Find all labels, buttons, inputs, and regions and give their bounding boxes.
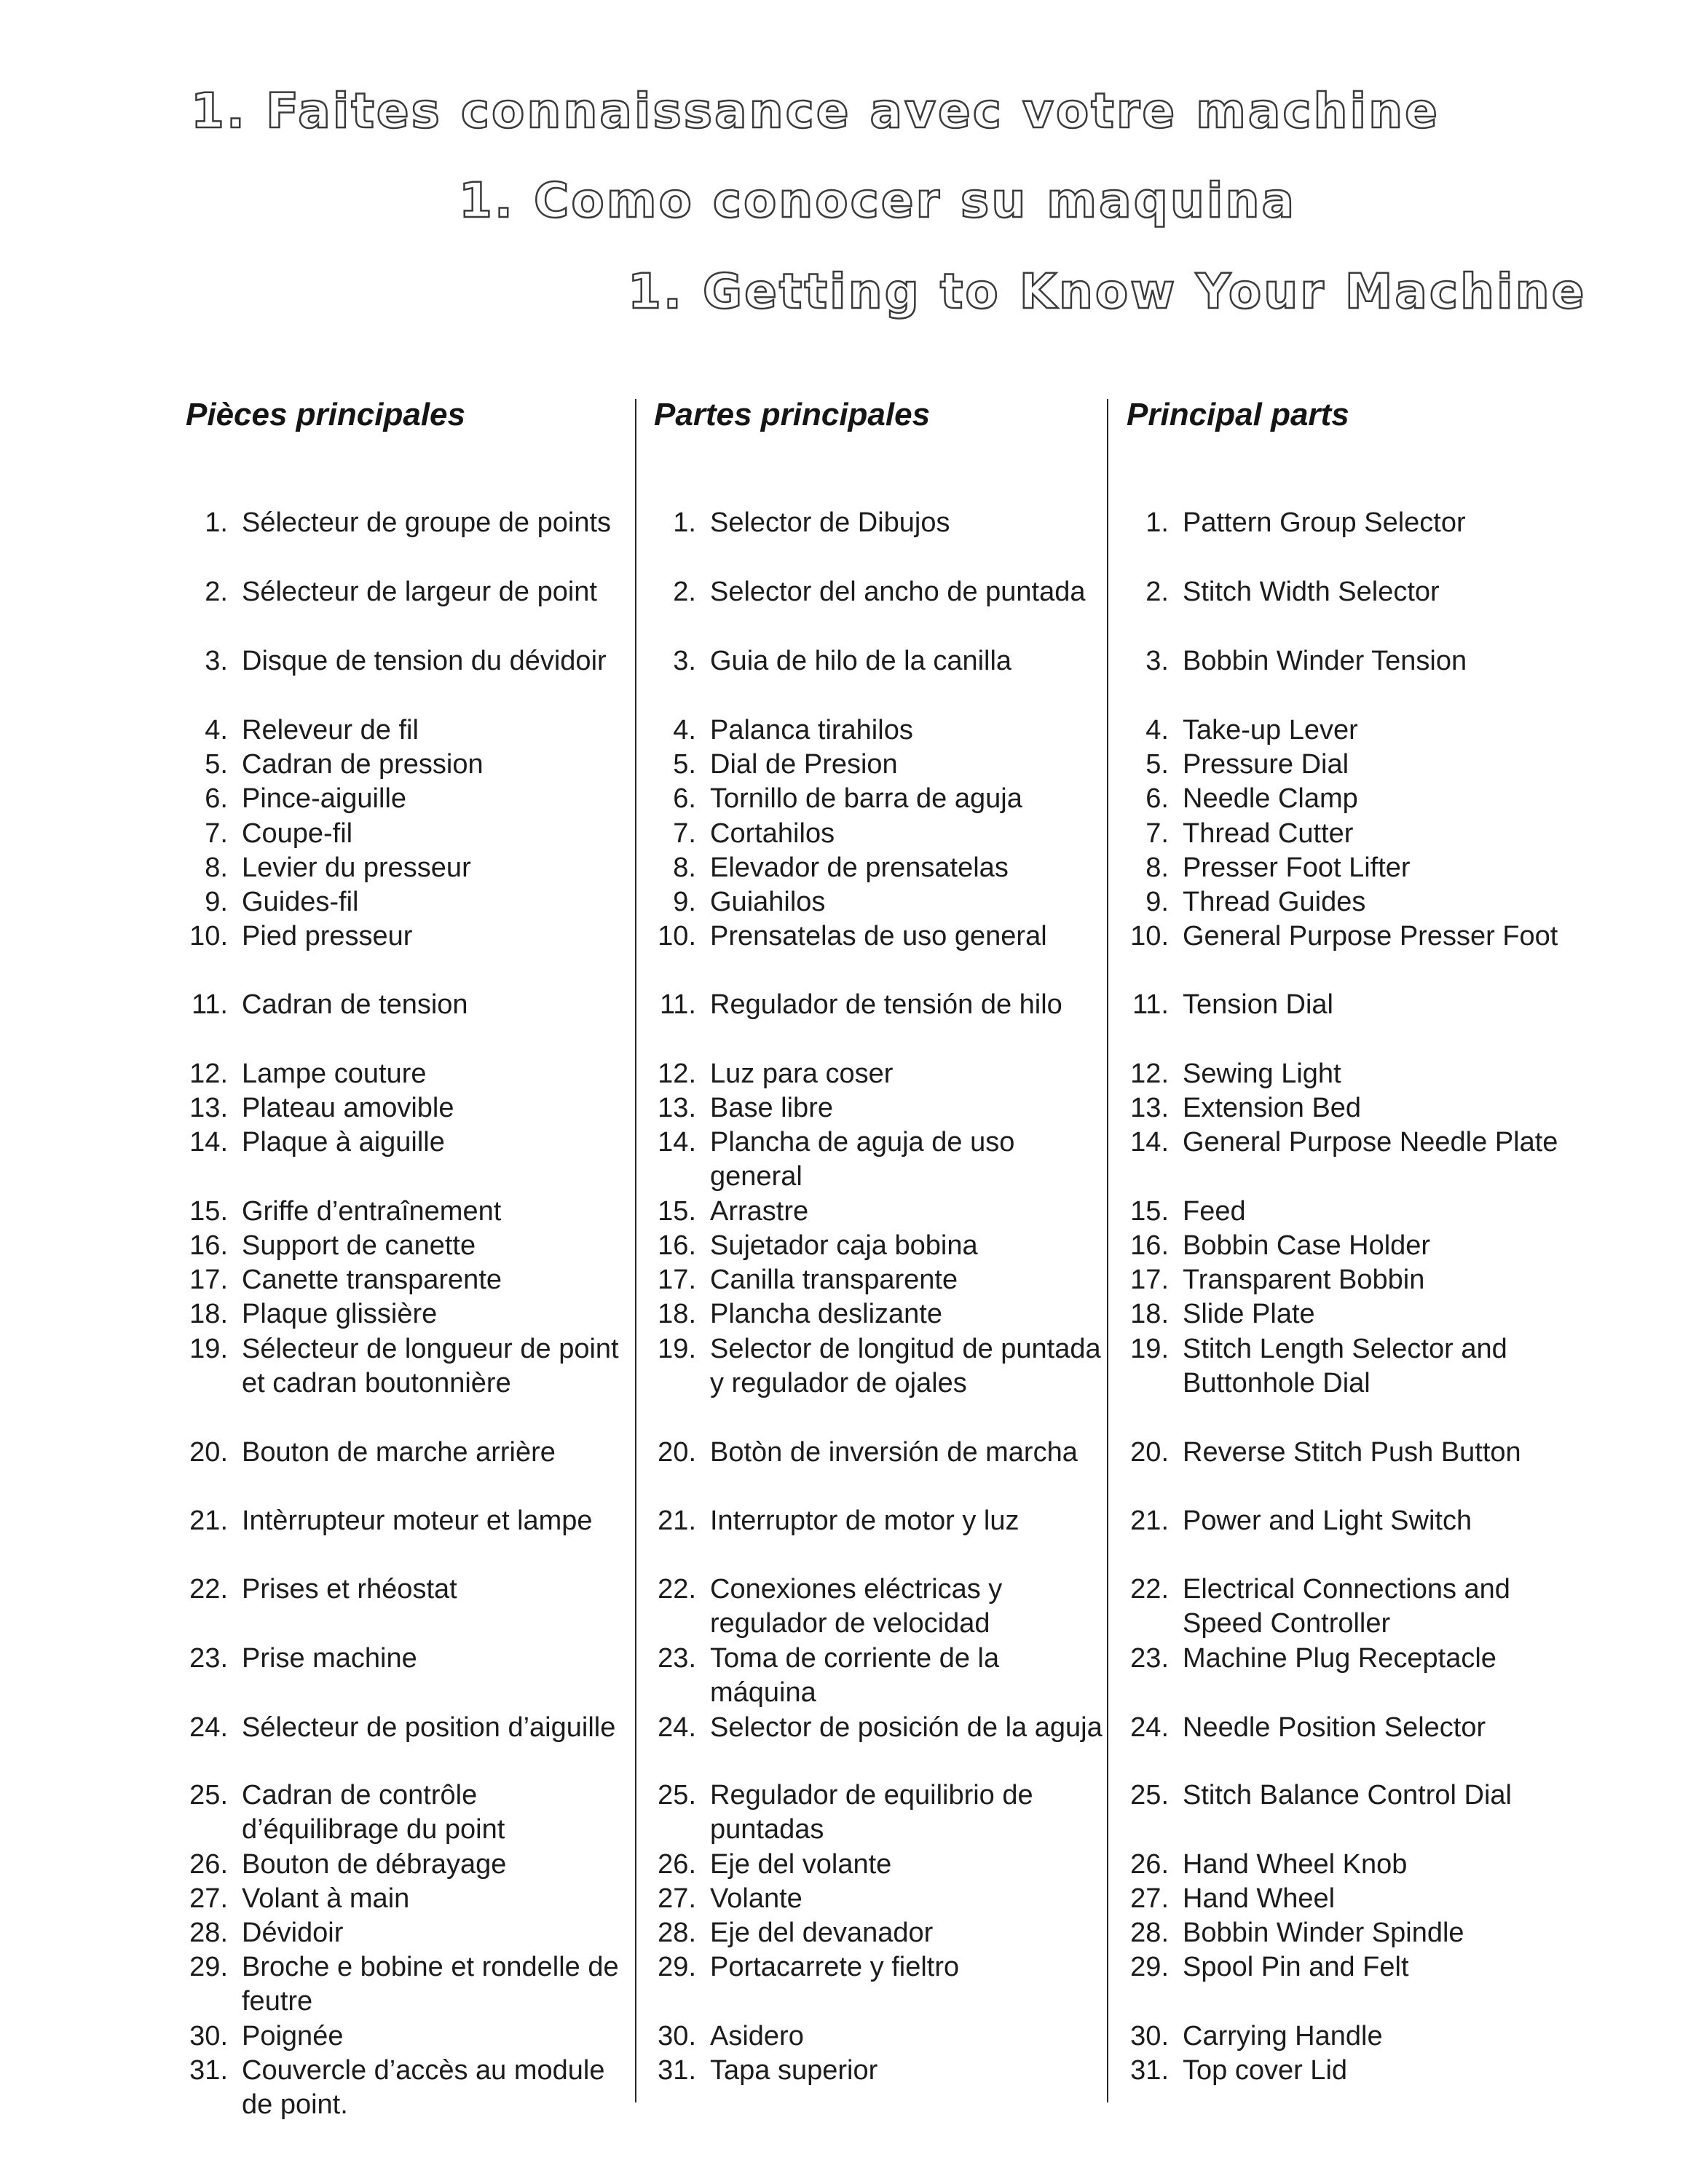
- item-number: 23.: [1130, 1643, 1169, 1674]
- item-number: 27.: [658, 1883, 696, 1914]
- item-label: Plancha de aguja de uso general: [710, 1127, 1015, 1192]
- item-number: 8.: [1145, 852, 1169, 883]
- item-label: Volant à main: [242, 1883, 410, 1914]
- item-label: Levier du presseur: [242, 852, 471, 883]
- item-label: Support de canette: [242, 1230, 476, 1261]
- item-label: Sélecteur de longueur de point et cadran boutonnière: [242, 1334, 619, 1398]
- item-label: Botòn de inversión de marcha: [710, 1437, 1078, 1468]
- item-label: Coupe-fil: [242, 818, 353, 849]
- column-divider: [1107, 399, 1108, 2102]
- item-label: Thread Cutter: [1183, 818, 1354, 849]
- item-label: Extension Bed: [1183, 1093, 1362, 1123]
- item-label: Thread Guides: [1183, 887, 1366, 917]
- item-label: Bobbin Winder Spindle: [1183, 1918, 1464, 1948]
- item-number: 23.: [189, 1643, 228, 1674]
- item-label: Couvercle d’accès au module de point.: [242, 2055, 605, 2120]
- item-label: Bobbin Case Holder: [1183, 1230, 1431, 1261]
- item-number: 5.: [205, 749, 228, 780]
- item-label: Cadran de tension: [242, 989, 468, 1020]
- item-label: Guiahilos: [710, 887, 826, 917]
- column-french: [186, 397, 652, 2120]
- item-number: 27.: [1130, 1883, 1169, 1914]
- item-label: Eje del devanador: [710, 1918, 934, 1948]
- title-french: 1. Faites connaissance avec votre machine: [191, 83, 1440, 139]
- item-label: Stitch Width Selector: [1183, 577, 1440, 607]
- item-label: Presser Foot Lifter: [1183, 852, 1411, 883]
- item-label: Luz para coser: [710, 1059, 894, 1089]
- item-number: 18.: [658, 1299, 696, 1329]
- item-label: Carrying Handle: [1183, 2021, 1383, 2052]
- item-label: Conexiones eléctricas y regulador de velocidad: [710, 1574, 1003, 1639]
- item-label: Dévidoir: [242, 1918, 344, 1948]
- item-number: 16.: [189, 1230, 228, 1261]
- item-number: 26.: [189, 1849, 228, 1880]
- item-number: 14.: [1130, 1127, 1169, 1158]
- item-number: 31.: [658, 2055, 696, 2086]
- item-number: 22.: [189, 1574, 228, 1605]
- item-label: Bouton de débrayage: [242, 1849, 507, 1880]
- item-number: 10.: [658, 921, 696, 951]
- item-number: 30.: [658, 2021, 696, 2052]
- item-label: Sewing Light: [1183, 1059, 1341, 1089]
- item-label: Regulador de equilibrio de puntadas: [710, 1780, 1033, 1845]
- item-label: Guia de hilo de la canilla: [710, 646, 1012, 676]
- item-label: Hand Wheel Knob: [1183, 1849, 1408, 1880]
- item-label: Reverse Stitch Push Button: [1183, 1437, 1521, 1468]
- item-number: 10.: [1130, 921, 1169, 951]
- item-number: 20.: [1130, 1437, 1169, 1468]
- item-number: 22.: [658, 1574, 696, 1605]
- item-number: 17.: [189, 1265, 228, 1295]
- item-label: Take-up Lever: [1183, 715, 1358, 745]
- item-label: Machine Plug Receptacle: [1183, 1643, 1496, 1674]
- item-number: 26.: [1130, 1849, 1169, 1880]
- item-label: Tornillo de barra de aguja: [710, 783, 1022, 814]
- item-label: Plaque glissière: [242, 1299, 438, 1329]
- item-label: Sélecteur de largeur de point: [242, 577, 597, 607]
- item-label: General Purpose Needle Plate: [1183, 1127, 1558, 1158]
- item-label: Cortahilos: [710, 818, 835, 849]
- item-number: 30.: [189, 2021, 228, 2052]
- item-number: 16.: [1130, 1230, 1169, 1261]
- item-label: Selector de Dibujos: [710, 507, 950, 538]
- item-number: 1.: [205, 507, 228, 538]
- item-label: Guides-fil: [242, 887, 359, 917]
- item-number: 27.: [189, 1883, 228, 1914]
- item-label: Base libre: [710, 1093, 833, 1123]
- item-number: 29.: [658, 1952, 696, 1982]
- item-label: Asidero: [710, 2021, 804, 2052]
- item-number: 18.: [189, 1299, 228, 1329]
- item-number: 7.: [1145, 818, 1169, 849]
- item-label: Hand Wheel: [1183, 1883, 1336, 1914]
- item-number: 11.: [1132, 989, 1169, 1020]
- item-number: 12.: [658, 1059, 696, 1089]
- item-number: 3.: [673, 646, 696, 676]
- item-number: 3.: [205, 646, 228, 676]
- item-label: Selector del ancho de puntada: [710, 577, 1086, 607]
- item-number: 19.: [189, 1334, 228, 1364]
- item-number: 5.: [1145, 749, 1169, 780]
- item-number: 28.: [658, 1918, 696, 1948]
- item-number: 7.: [205, 818, 228, 849]
- item-label: Feed: [1183, 1196, 1246, 1227]
- item-label: Releveur de fil: [242, 715, 419, 745]
- item-number: 7.: [673, 818, 696, 849]
- item-label: Pattern Group Selector: [1183, 507, 1466, 538]
- column-english: [1127, 397, 1593, 2086]
- item-label: Intèrrupteur moteur et lampe: [242, 1506, 593, 1536]
- item-number: 24.: [658, 1712, 696, 1743]
- item-label: Dial de Presion: [710, 749, 898, 780]
- item-label: Bobbin Winder Tension: [1183, 646, 1467, 676]
- item-number: 4.: [673, 715, 696, 745]
- item-number: 24.: [1130, 1712, 1169, 1743]
- item-number: 29.: [1130, 1952, 1169, 1982]
- item-label: Pressure Dial: [1183, 749, 1349, 780]
- column-spanish: [654, 397, 1120, 2086]
- item-label: General Purpose Presser Foot: [1183, 921, 1558, 951]
- item-label: Interruptor de motor y luz: [710, 1506, 1019, 1536]
- item-number: 13.: [658, 1093, 696, 1123]
- item-label: Pied presseur: [242, 921, 413, 951]
- item-label: Needle Position Selector: [1183, 1712, 1486, 1743]
- item-label: Broche e bobine et rondelle de feutre: [242, 1952, 619, 2017]
- item-label: Plateau amovible: [242, 1093, 454, 1123]
- item-label: Spool Pin and Felt: [1183, 1952, 1409, 1982]
- item-number: 21.: [189, 1506, 228, 1536]
- item-number: 8.: [205, 852, 228, 883]
- item-number: 2.: [673, 577, 696, 607]
- title-spanish: 1. Como conocer su maquina: [459, 173, 1296, 229]
- column-heading: Pièces principales: [186, 397, 465, 432]
- item-label: Tension Dial: [1183, 989, 1333, 1020]
- item-label: Prise machine: [242, 1643, 417, 1674]
- item-label: Pince-aiguille: [242, 783, 407, 814]
- item-label: Portacarrete y fieltro: [710, 1952, 960, 1982]
- item-number: 15.: [189, 1196, 228, 1227]
- item-number: 25.: [189, 1780, 228, 1811]
- item-label: Lampe couture: [242, 1059, 427, 1089]
- item-label: Selector de posición de la aguja: [710, 1712, 1103, 1743]
- item-number: 10.: [189, 921, 228, 951]
- item-number: 23.: [658, 1643, 696, 1674]
- item-label: Elevador de prensatelas: [710, 852, 1009, 883]
- item-number: 15.: [1130, 1196, 1169, 1227]
- item-number: 6.: [205, 783, 228, 814]
- item-label: Plaque à aiguille: [242, 1127, 445, 1158]
- item-number: 15.: [658, 1196, 696, 1227]
- item-label: Stitch Balance Control Dial: [1183, 1780, 1512, 1811]
- item-number: 25.: [1130, 1780, 1169, 1811]
- item-label: Power and Light Switch: [1183, 1506, 1472, 1536]
- item-number: 24.: [189, 1712, 228, 1743]
- item-number: 17.: [1130, 1265, 1169, 1295]
- item-number: 31.: [1130, 2055, 1169, 2086]
- item-label: Cadran de contrôle d’équilibrage du point: [242, 1780, 505, 1845]
- item-number: 28.: [189, 1918, 228, 1948]
- item-number: 19.: [1130, 1334, 1169, 1364]
- item-number: 9.: [673, 887, 696, 917]
- item-label: Canilla transparente: [710, 1265, 958, 1295]
- item-number: 2.: [1145, 577, 1169, 607]
- item-label: Canette transparente: [242, 1265, 502, 1295]
- column-heading: Principal parts: [1127, 397, 1349, 432]
- item-number: 30.: [1130, 2021, 1169, 2052]
- item-label: Toma de corriente de la máquina: [710, 1643, 1000, 1708]
- item-number: 12.: [189, 1059, 228, 1089]
- item-number: 26.: [658, 1849, 696, 1880]
- item-label: Selector de longitud de puntada y regulador de ojales: [710, 1334, 1101, 1398]
- item-number: 16.: [658, 1230, 696, 1261]
- item-label: Sélecteur de groupe de points: [242, 507, 612, 538]
- item-label: Stitch Length Selector and Buttonhole Dial: [1183, 1334, 1507, 1398]
- item-label: Sélecteur de position d’aiguille: [242, 1712, 616, 1743]
- item-number: 18.: [1130, 1299, 1169, 1329]
- item-label: Prises et rhéostat: [242, 1574, 457, 1605]
- item-number: 25.: [658, 1780, 696, 1811]
- item-number: 20.: [658, 1437, 696, 1468]
- item-label: Slide Plate: [1183, 1299, 1315, 1329]
- item-number: 2.: [205, 577, 228, 607]
- item-number: 31.: [189, 2055, 228, 2086]
- item-number: 11.: [191, 989, 228, 1020]
- item-label: Needle Clamp: [1183, 783, 1358, 814]
- item-label: Arrastre: [710, 1196, 809, 1227]
- item-number: 14.: [658, 1127, 696, 1158]
- item-number: 22.: [1130, 1574, 1169, 1605]
- item-label: Top cover Lid: [1183, 2055, 1348, 2086]
- item-number: 12.: [1130, 1059, 1169, 1089]
- item-number: 3.: [1145, 646, 1169, 676]
- item-number: 1.: [1145, 507, 1169, 538]
- column-heading: Partes principales: [654, 397, 931, 432]
- item-number: 8.: [673, 852, 696, 883]
- item-label: Plancha deslizante: [710, 1299, 942, 1329]
- item-label: Poignée: [242, 2021, 344, 2052]
- item-number: 20.: [189, 1437, 228, 1468]
- item-number: 17.: [658, 1265, 696, 1295]
- item-label: Tapa superior: [710, 2055, 878, 2086]
- item-number: 29.: [189, 1952, 228, 1982]
- item-label: Regulador de tensión de hilo: [710, 989, 1062, 1020]
- item-number: 9.: [205, 887, 228, 917]
- item-number: 21.: [658, 1506, 696, 1536]
- item-number: 6.: [673, 783, 696, 814]
- item-label: Cadran de pression: [242, 749, 484, 780]
- item-number: 21.: [1130, 1506, 1169, 1536]
- item-number: 19.: [658, 1334, 696, 1364]
- item-number: 28.: [1130, 1918, 1169, 1948]
- item-label: Bouton de marche arrière: [242, 1437, 556, 1468]
- item-label: Griffe d’entraînement: [242, 1196, 502, 1227]
- item-number: 14.: [189, 1127, 228, 1158]
- item-number: 5.: [673, 749, 696, 780]
- item-number: 9.: [1145, 887, 1169, 917]
- item-label: Sujetador caja bobina: [710, 1230, 978, 1261]
- item-label: Volante: [710, 1883, 802, 1914]
- item-number: 1.: [673, 507, 696, 538]
- item-label: Electrical Connections and Speed Controller: [1183, 1574, 1510, 1639]
- item-number: 6.: [1145, 783, 1169, 814]
- item-number: 11.: [659, 989, 696, 1020]
- item-label: Prensatelas de uso general: [710, 921, 1047, 951]
- item-label: Transparent Bobbin: [1183, 1265, 1425, 1295]
- item-label: Disque de tension du dévidoir: [242, 646, 607, 676]
- item-label: Palanca tirahilos: [710, 715, 913, 745]
- item-number: 4.: [1145, 715, 1169, 745]
- title-english: 1. Getting to Know Your Machine: [628, 264, 1587, 320]
- item-number: 4.: [205, 715, 228, 745]
- item-number: 13.: [1130, 1093, 1169, 1123]
- item-number: 13.: [189, 1093, 228, 1123]
- item-label: Eje del volante: [710, 1849, 892, 1880]
